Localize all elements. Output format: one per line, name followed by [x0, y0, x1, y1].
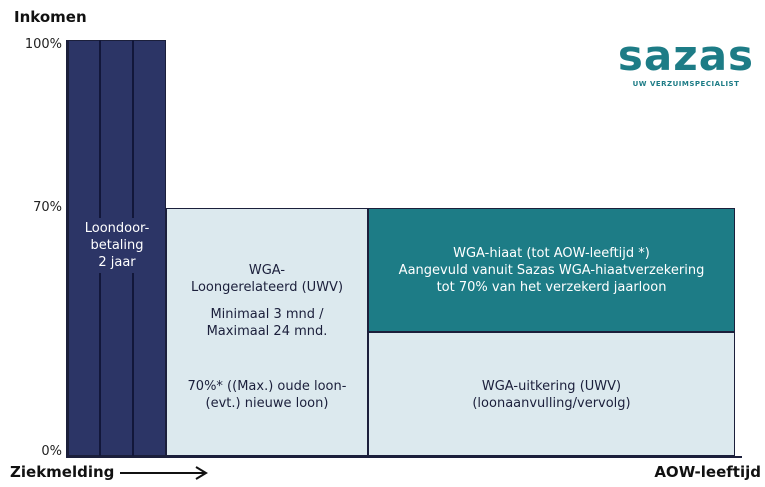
loondoorbetaling-label — [70, 218, 164, 273]
x-axis-end-label: AOW-leeftijd — [654, 463, 761, 481]
label-line: Maximaal 24 mnd. — [206, 324, 328, 339]
arrow-right-icon — [118, 465, 214, 481]
tick-0: 0% — [41, 444, 62, 459]
label-line: Minimaal 3 mnd / — [210, 307, 324, 322]
label-line: WGA- — [248, 263, 286, 278]
wga-loon-formula — [168, 378, 366, 412]
logo-tagline: UW VERZUIMSPECIALIST — [632, 80, 740, 88]
label-line: (evt.) nieuwe loon) — [205, 396, 329, 411]
y-axis-line — [66, 40, 68, 458]
x-axis-line — [66, 456, 742, 458]
sazas-logo — [612, 31, 760, 88]
label-line: betaling — [90, 238, 144, 253]
label-line: 2 jaar — [98, 255, 136, 270]
wga-uitkering-label — [370, 378, 733, 412]
label-line: Loongerelateerd (UWV) — [190, 280, 344, 295]
wga-loon-title — [168, 262, 366, 296]
wga-hiaat-label — [370, 245, 733, 296]
label-line: Loondoor- — [84, 221, 150, 236]
wga-loon-duration — [168, 306, 366, 340]
x-axis-start-label: Ziekmelding — [10, 463, 115, 481]
y-axis-title: Inkomen — [14, 8, 87, 26]
label-line: (loonaanvulling/vervolg) — [472, 396, 631, 411]
tick-100: 100% — [24, 37, 62, 52]
label-line: Aangevuld vanuit Sazas WGA-hiaatverzekering — [398, 263, 705, 278]
label-line: WGA-hiaat (tot AOW-leeftijd *) — [453, 246, 650, 261]
label-line: 70%* ((Max.) oude loon- — [187, 379, 347, 394]
tick-70: 70% — [33, 200, 62, 215]
label-line: tot 70% van het verzekerd jaarloon — [436, 280, 667, 295]
label-line: WGA-uitkering (UWV) — [481, 379, 622, 394]
logo-wordmark: sazas — [617, 31, 755, 80]
